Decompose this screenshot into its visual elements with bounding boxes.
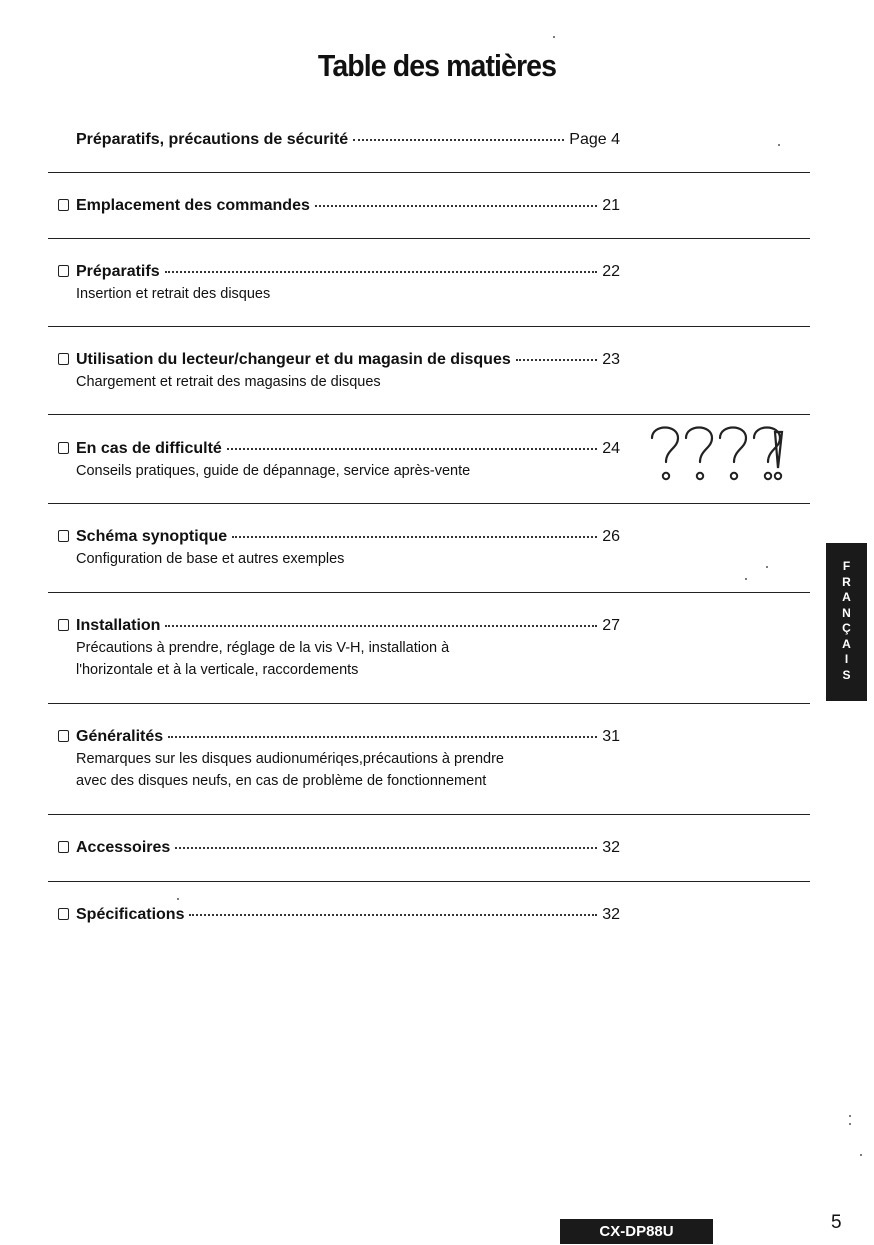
toc-intro-page: Page 4 [569, 131, 620, 148]
leader-dots [315, 205, 597, 207]
divider [48, 172, 810, 173]
language-tab-letters [826, 559, 867, 683]
scan-speck [778, 144, 780, 146]
toc-entry[interactable] [58, 197, 620, 215]
toc-entry-description [76, 748, 596, 792]
scan-speck [849, 1115, 851, 1117]
toc-entry-page: 22 [602, 263, 620, 280]
leader-dots [165, 271, 598, 273]
leader-dots [227, 448, 597, 450]
language-side-tab [826, 543, 867, 701]
scan-speck [849, 1123, 851, 1125]
checkbox-icon [58, 265, 69, 277]
tab-letter: R [842, 574, 851, 589]
leader-dots [168, 736, 597, 738]
description-line: Configuration de base et autres exemples [76, 551, 345, 567]
toc-entry-page: 24 [602, 440, 620, 457]
page-title: Table des matières [317, 48, 557, 83]
toc-entry[interactable] [58, 728, 620, 746]
model-label: CX-DP88U [560, 1219, 713, 1244]
toc-intro-entry[interactable] [76, 131, 620, 149]
toc-entry-label: Généralités [76, 728, 164, 745]
leader-dots [516, 359, 597, 361]
toc-entry-label: Installation [76, 617, 161, 634]
checkbox-icon [58, 530, 69, 542]
toc-intro-label: Préparatifs, précautions de sécurité [76, 131, 349, 148]
description-line: Chargement et retrait des magasins de disques [76, 374, 381, 390]
checkbox-icon [58, 353, 69, 365]
toc-entry-page: 32 [602, 906, 620, 923]
description-line: Conseils pratiques, guide de dépannage, service après-vente [76, 463, 471, 479]
checkbox-icon [58, 199, 69, 211]
tab-letter: A [842, 636, 851, 651]
tab-letter: Ç [842, 621, 851, 635]
checkbox-icon [58, 841, 69, 853]
description-line: avec des disques neufs, en cas de problème de fonctionnement [76, 773, 487, 789]
toc-entry-label: Schéma synoptique [76, 528, 228, 545]
scan-speck [860, 1154, 862, 1156]
tab-letter: N [842, 605, 851, 620]
toc-entry[interactable] [58, 839, 620, 857]
divider [48, 814, 810, 815]
toc-entry[interactable] [58, 906, 620, 924]
description-line: Remarques sur les disques audionumériqes,précautions à prendre [76, 751, 504, 767]
checkbox-icon [58, 908, 69, 920]
question-marks-icon [648, 418, 788, 488]
divider [48, 881, 810, 882]
leader-dots [165, 625, 597, 627]
toc-entry-page: 31 [602, 728, 620, 745]
tab-letter: S [842, 667, 851, 682]
toc-entry[interactable] [58, 528, 620, 546]
toc-entry-label: Préparatifs [76, 263, 160, 280]
checkbox-icon [58, 619, 69, 631]
divider [48, 503, 810, 504]
scan-speck [745, 578, 747, 580]
toc-entry-description [76, 283, 596, 305]
toc-entry-description [76, 548, 596, 570]
toc-entry-page: 26 [602, 528, 620, 545]
toc-entry-label: Emplacement des commandes [76, 197, 310, 214]
toc-entry-description [76, 637, 596, 681]
toc-entry-page: 27 [602, 617, 620, 634]
description-line: Insertion et retrait des disques [76, 286, 271, 302]
description-line: Précautions à prendre, réglage de la vis V-H, installation à [76, 640, 450, 656]
toc-entry[interactable] [58, 440, 620, 458]
toc-entry-description [76, 371, 596, 393]
checkbox-icon [58, 442, 69, 454]
page-number: 5 [831, 1212, 842, 1233]
toc-entry-description [76, 460, 596, 482]
leader-dots [353, 139, 564, 141]
tab-letter: F [842, 559, 851, 573]
toc-entry-label: Spécifications [76, 906, 185, 923]
divider [48, 592, 810, 593]
toc-entry-label: Utilisation du lecteur/changeur et du magasin de disques [76, 351, 511, 368]
divider [48, 326, 810, 327]
tab-letter: A [842, 590, 851, 604]
divider [48, 238, 810, 239]
toc-entry-page: 32 [602, 839, 620, 856]
description-line: l'horizontale et à la verticale, raccordements [76, 662, 359, 678]
divider [48, 414, 810, 415]
toc-entry-label: Accessoires [76, 839, 171, 856]
toc-entry[interactable] [58, 263, 620, 281]
toc-entry-label: En cas de difficulté [76, 440, 222, 457]
leader-dots [189, 914, 597, 916]
toc-entry[interactable] [58, 351, 620, 369]
tab-letter: I [844, 652, 849, 666]
leader-dots [232, 536, 597, 538]
checkbox-icon [58, 730, 69, 742]
toc-entry-page: 23 [602, 351, 620, 368]
scan-speck [177, 898, 179, 900]
leader-dots [175, 847, 597, 849]
scan-speck [553, 36, 555, 38]
toc-entry-page: 21 [602, 197, 620, 214]
divider [48, 703, 810, 704]
toc-entry[interactable] [58, 617, 620, 635]
scan-speck [766, 566, 768, 568]
